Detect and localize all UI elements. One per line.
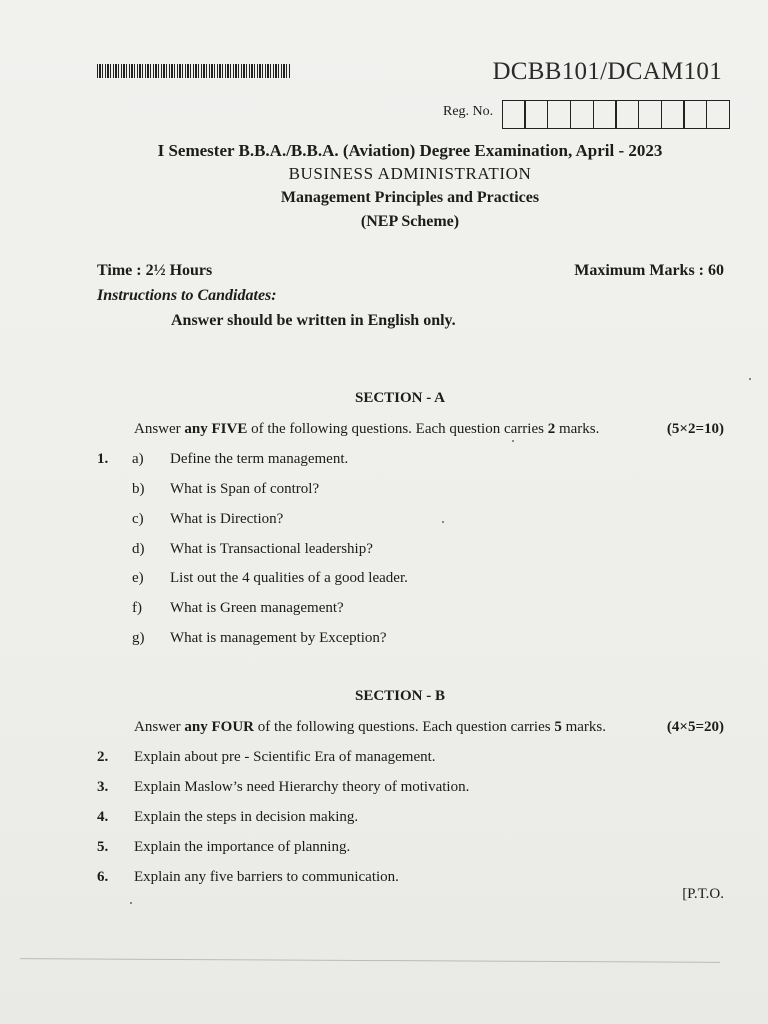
subquestion-letter: g) (132, 630, 145, 646)
page-turn-note: [P.T.O. (682, 886, 724, 902)
subquestion-letter: d) (132, 541, 145, 557)
scan-speck (130, 902, 132, 904)
reg-box (593, 100, 617, 129)
instructions-text: Answer should be written in English only. (171, 312, 456, 329)
section-a-instructions: Answer any FIVE of the following questions. Each question carries 2 marks. (134, 421, 600, 437)
question-number: 5. (97, 839, 109, 855)
question-text: Explain about pre - Scientific Era of management. (134, 749, 436, 765)
subquestion-letter: b) (132, 481, 145, 497)
subject-title: BUSINESS ADMINISTRATION (288, 164, 532, 183)
reg-box (502, 100, 526, 129)
subquestion-text: What is Span of control? (170, 481, 320, 497)
maximum-marks: Maximum Marks : 60 (574, 262, 724, 279)
section-a-heading: SECTION - A (354, 390, 446, 406)
reg-no-boxes (503, 100, 730, 129)
page-fold-line (20, 958, 720, 963)
subquestion-letter: f) (132, 600, 142, 616)
question-number: 4. (97, 809, 109, 825)
time-allowed: Time : 2½ Hours (97, 262, 213, 279)
section-b-marks: (4×5=20) (666, 719, 724, 735)
subquestion-letter: a) (132, 451, 144, 467)
reg-box (661, 100, 685, 129)
question-number: 2. (97, 749, 109, 765)
subquestion-text: What is Transactional leadership? (170, 541, 373, 557)
section-b-instructions: Answer any FOUR of the following questions. Each question carries 5 marks. (134, 719, 607, 735)
subquestion-text: What is Direction? (170, 511, 284, 527)
reg-box (524, 100, 548, 129)
scan-speck (442, 521, 444, 523)
reg-box (547, 100, 571, 129)
reg-box (615, 100, 639, 129)
reg-box (570, 100, 594, 129)
question-text: Explain Maslow’s need Hierarchy theory of motivation. (134, 779, 470, 795)
subquestion-text: What is management by Exception? (170, 630, 387, 646)
instructions-title: Instructions to Candidates: (97, 287, 277, 304)
paper-code: DCBB101/DCAM101 (492, 58, 722, 85)
subquestion-letter: c) (132, 511, 144, 527)
question-number: 3. (97, 779, 109, 795)
section-a-marks: (5×2=10) (666, 421, 724, 437)
question-text: Explain the steps in decision making. (134, 809, 359, 825)
scan-speck (749, 378, 751, 380)
reg-box (706, 100, 730, 129)
subquestion-text: List out the 4 qualities of a good leader. (170, 570, 408, 586)
subquestion-letter: e) (132, 570, 144, 586)
exam-title: I Semester B.B.A./B.B.A. (Aviation) Degree Examination, April - 2023 (157, 141, 663, 160)
question-number: 1. (97, 451, 109, 467)
barcode (97, 64, 291, 78)
reg-box (683, 100, 707, 129)
reg-no-label: Reg. No. (443, 104, 494, 119)
paper-title: Management Principles and Practices (280, 189, 540, 206)
subquestion-text: What is Green management? (170, 600, 344, 616)
subquestion-text: Define the term management. (170, 451, 349, 467)
scheme-label: (NEP Scheme) (360, 213, 460, 230)
section-b-heading: SECTION - B (354, 688, 446, 704)
reg-box (638, 100, 662, 129)
scan-speck (512, 440, 514, 442)
question-number: 6. (97, 869, 109, 885)
question-text: Explain any five barriers to communication. (134, 869, 399, 885)
question-text: Explain the importance of planning. (134, 839, 351, 855)
